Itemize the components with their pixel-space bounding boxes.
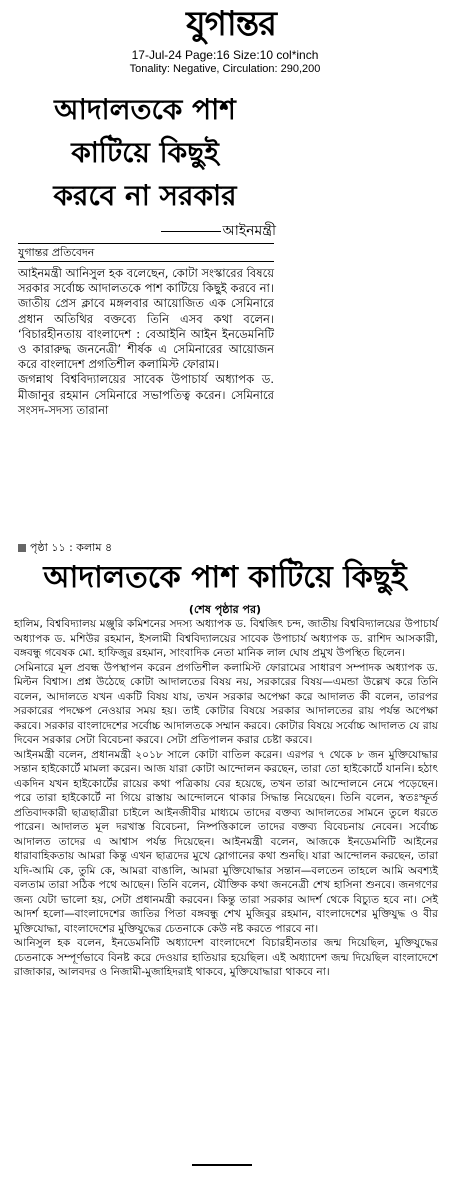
headline-attribution — [96, 222, 276, 240]
divider — [18, 243, 274, 244]
continuation-headline: আদালতকে পাশ কাটিয়ে কিছুই — [43, 560, 407, 595]
continuation-body — [14, 617, 438, 980]
continuation-paragraph: সেমিনারে মূল প্রবন্ধ উপস্থাপন করেন প্রগতিশীল কলামিস্ট ফোরামের সাধারণ সম্পাদক অধ্যাপক ড. মিল্টন বিশ্বাস। প্রশ্ন উঠেছে কোটা আদালতের বিষয় নয়, সরকারের বিষয়—এমন্ডা উল্লেখ করে তিনি বলেন, আদালতে যখন একটি বিষয় যায়, তখন সরকার অপেক্ষা করে আদালত কী বলেন, তারপর সরকারের পদক্ষেপ নেওয়ার সময় হয়। তাই কোটার বিষয়ে সরকার আদালতের রায় পর্যন্ত অপেক্ষা করবে। সরকার বাংলাদেশের সর্বোচ্চ আদালতকে সম্মান করবে। কোটার বিষয়ে সর্বোচ্চ আদালত যে রায় দিবেন সরকার সেটা বিবেচনা করবে। সেটা প্রতিপালন করার চেষ্টা করবে। — [14, 661, 438, 746]
clipping-meta-date-page: 17-Jul-24 Page:16 Size:10 col*inch — [131, 48, 319, 62]
attribution-dash — [161, 231, 221, 232]
article-headline — [14, 88, 276, 217]
continuation-subhead: (শেষ পৃষ্ঠার পর) — [188, 603, 262, 616]
attribution-text: আইনমন্ত্রী — [222, 223, 276, 239]
continuation-paragraph: আইনমন্ত্রী বলেন, প্রধানমন্ত্রী ২০১৮ সালে কোটা বাতিল করেন। এরপর ৭ থেকে ৮ জন মুক্তিযোদ্ধার সন্তান হাইকোর্টে মামলা করেন। আজ যারা কোটা আন্দোলন করছেন, তারা তো হাইকোর্টে যাননি। হঠাৎ একদিন যখন হাইকোর্টের রায়ের কথা পত্রিকায় বের হয়েছে, তখন তারা আন্দোলনে নেমে পড়েছেন। পরে তারা হাইকোর্টে না গিয়ে রাস্তায় আন্দোলনে থাকার সিদ্ধান্ত নিয়েছেন। তিনি বলেন, স্বতঃস্ফূর্ত প্রতিবাদকারী ছাত্রছাত্রীরা চাইলে আইনজীবীর মাধ্যমে তাদের বক্তব্য আদালতের সামনে তুলে ধরতে পারেন। আদালত মূল দরখাস্ত বিবেচনা, নিষ্পত্তিকালে তাদের বক্তব্য বিবেচনায় নেবেন। সর্বোচ্চ আদালত তাদের এ আশ্বাস পর্যন্ত দিয়েছেন। আইনমন্ত্রী বলেন, আজকে ইনডেমনিটি আইনের ধারাবাহিকতায় আমরা কিন্তু এখন ছাত্রদের মুখে স্লোগানের কথা শুনছি। যারা আন্দোলন করছেন, তারা যদি-আমি কে, তুমি কে, আমরা বাঙালি, আমরা মুক্তিযোদ্ধার সন্তান—বলতেন তাহলে আমি অবশ্যই বলতাম তারা সঠিক পথে আছেন। তিনি বলেন, যৌক্তিক কথা জননেত্রী শেখ হাসিনা শুনবে। জনগণের জন্য যেটা ভালো হয়, সেটা প্রধানমন্ত্রী করবেন। কিন্তু তারা সরকার আদর্শ থেকে বিচ্যুত হবে না। সেই আদর্শ হলো—বাংলাদেশের জাতির পিতা বঙ্গবন্ধু শেখ মুজিবুর রহমান, বাংলাদেশের মুক্তিযুদ্ধ ও বীর মুক্তিযোদ্ধা, বাংলাদেশের মুক্তিযুদ্ধের চেতনাকে কেউ নষ্ট করতে পারবে না। — [14, 748, 438, 935]
continuation-paragraph: আনিসুল হক বলেন, ইনডেমনিটি অধ্যাদেশ বাংলাদেশে বিচারহীনতার জন্ম দিয়েছিল, মুক্তিযুদ্ধের চেতনাকে সম্পূর্ণভাবে বিনষ্ট করে দেওয়ার হাতিয়ার হয়েছিল। এই অধ্যাদেশ জন্ম দিয়েছিল বাংলাদেশে রাজাকার, আলবদর ও নিজামী-মুজাহিদরাই থাকবে, মুক্তিযোদ্ধারা থাকবে না। — [14, 937, 438, 978]
continuation-paragraph: হালিম, বিশ্ববিদ্যালয় মঞ্জুরি কমিশনের সদস্য অধ্যাপক ড. বিশ্বজিৎ চন্দ, জাতীয় বিশ্ববিদ্যালয়ের উপাচার্য অধ্যাপক ড. মশিউর রহমান, ইসলামী বিশ্ববিদ্যালয়ের সাবেক উপাচার্য অধ্যাপক ড. রাশিদ আসকারী, বঙ্গবন্ধু গবেষক মো. হাফিজুর রহমান, সাংবাদিক নেতা মানিক লাল ঘোষ প্রমুখ উপস্থিত ছিলেন। — [14, 618, 438, 659]
article-paragraph: আইনমন্ত্রী আনিসুল হক বলেছেন, কোটা সংস্কারের বিষয়ে সরকার সর্বোচ্চ আদালতকে পাশ কাটিয়ে কিছুই করবে না। জাতীয় প্রেস ক্লাবে মঙ্গলবার আয়োজিত এক সেমিনারে প্রধান অতিথির বক্তব্যে তিনি এসব কথা বলেন। ‘বিচারহীনতায় বাংলাদেশ : বেআইনি আইন ইনডেমনিটি ও কারারুদ্ধ জননেত্রী’ শীর্ষক এ সেমিনারের আয়োজন করে বাংলাদেশ প্রগতিশীল কলামিস্ট ফোরাম। — [18, 266, 274, 372]
reporter-credit: যুগান্তর প্রতিবেদন — [18, 246, 95, 259]
bullet-square-icon — [18, 544, 26, 552]
clipping-meta-tonality: Tonality: Negative, Circulation: 290,200 — [129, 63, 321, 75]
jump-reference — [18, 541, 112, 555]
divider — [18, 261, 274, 262]
article-paragraph: জগন্নাথ বিশ্ববিদ্যালয়ের সাবেক উপাচার্য অধ্যাপক ড. মীজানুর রহমান সেমিনারে সভাপতিত্ব করেন। সেমিনারে সংসদ-সদস্য তারানা — [18, 372, 274, 417]
newspaper-logo: যুগান্তর — [186, 4, 276, 44]
article-column — [18, 266, 274, 418]
headline-line: কাটিয়ে কিছুই — [71, 136, 219, 169]
page-edge-mark — [192, 1164, 252, 1176]
headline-line: করবে না সরকার — [53, 179, 237, 212]
headline-line: আদালতকে পাশ — [54, 93, 236, 126]
jump-label: পৃষ্ঠা ১১ : কলাম ৪ — [30, 541, 113, 554]
